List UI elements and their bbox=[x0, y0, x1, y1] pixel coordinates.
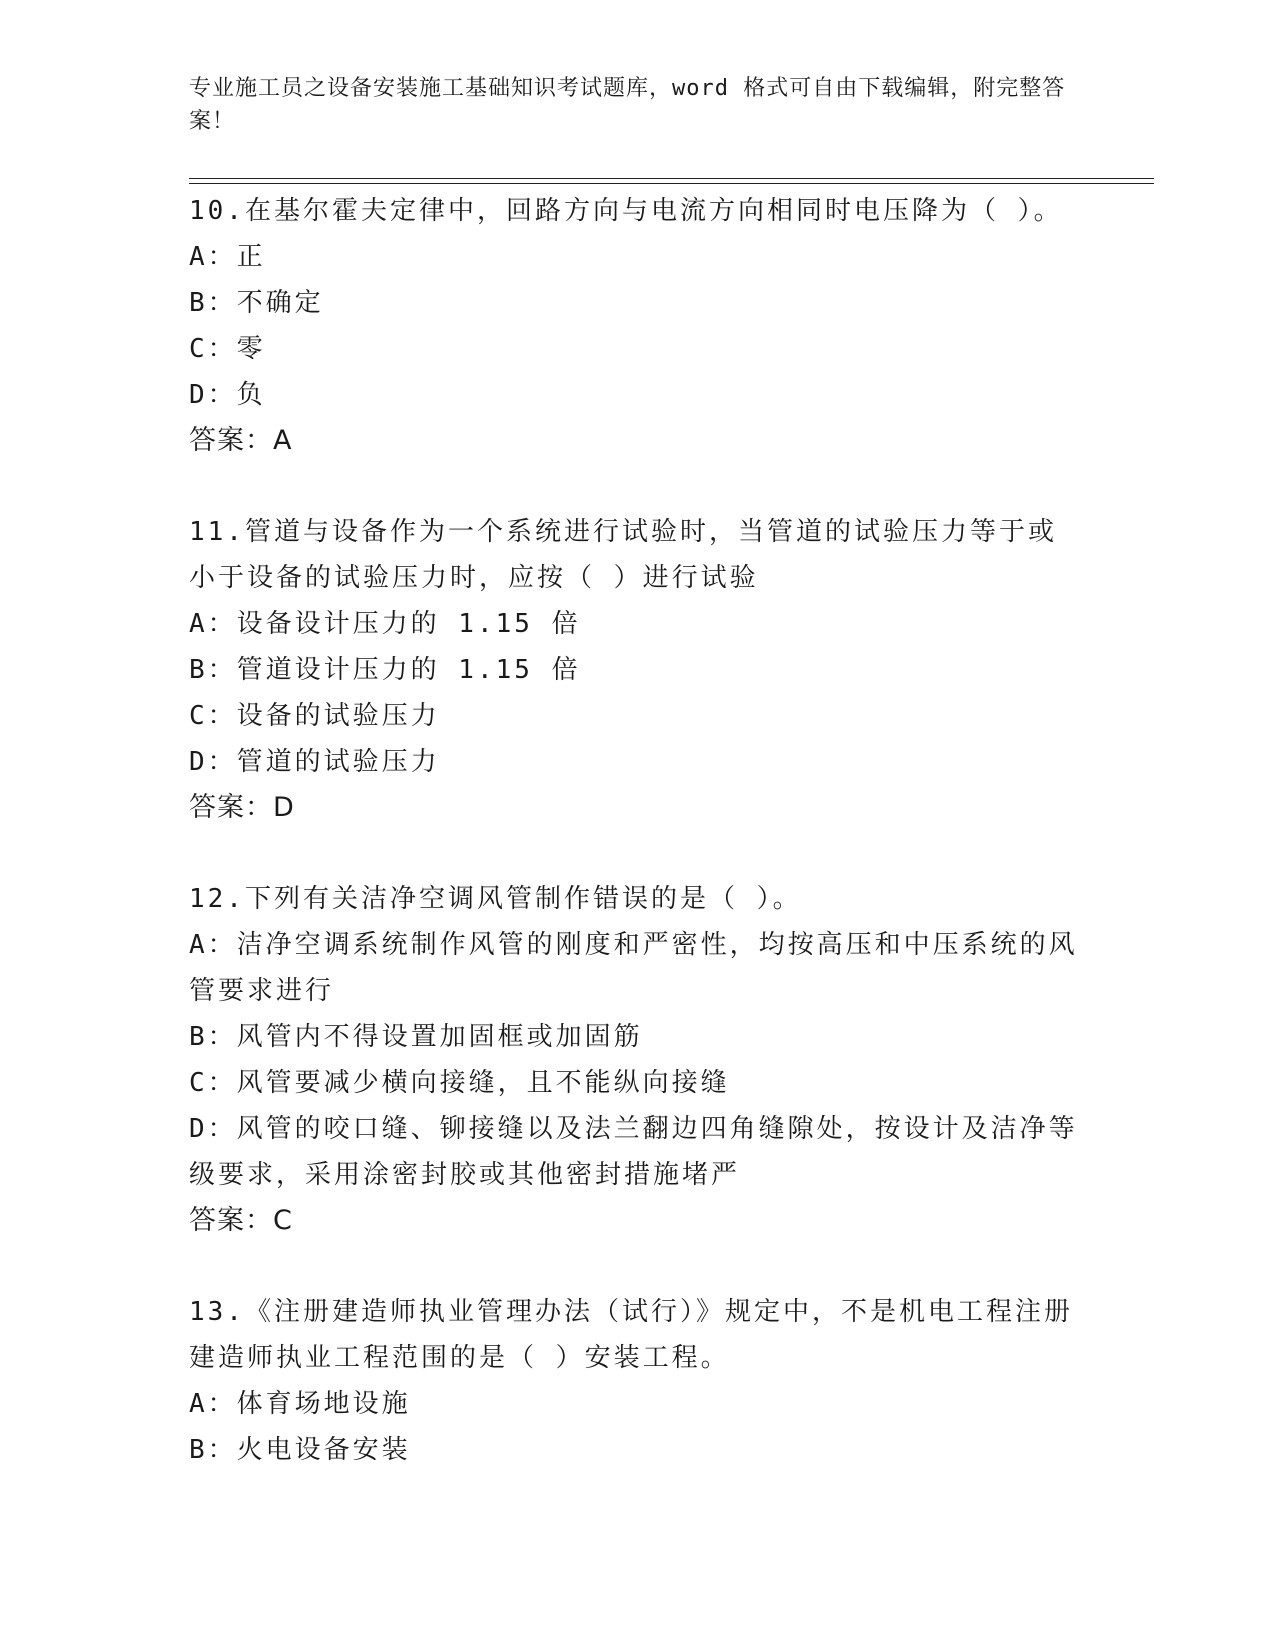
question-text: 11.管道与设备作为一个系统进行试验时，当管道的试验压力等于或小于设备的试验压力时，应按（ ）进行试验 bbox=[189, 517, 1057, 593]
question-text: 10.在基尔霍夫定律中，回路方向与电流方向相同时电压降为（ ）。 bbox=[189, 196, 1063, 226]
option-b: B：火电设备安装 bbox=[189, 1435, 411, 1465]
option-a: A：体育场地设施 bbox=[189, 1389, 411, 1419]
option-b: B：风管内不得设置加固框或加固筋 bbox=[189, 1022, 643, 1052]
question-list bbox=[189, 188, 1079, 1518]
option-d: D：负 bbox=[189, 380, 266, 410]
option-d: D：风管的咬口缝、铆接缝以及法兰翻边四角缝隙处，按设计及洁净等级要求，采用涂密封胶或其他密封措施堵严 bbox=[189, 1114, 1078, 1190]
document-header: 专业施工员之设备安装施工基础知识考试题库，word 格式可自由下载编辑，附完整答案！ bbox=[189, 76, 1066, 134]
question-text: 13.《注册建造师执业管理办法（试行）》规定中，不是机电工程注册建造师执业工程范围的是（ ）安装工程。 bbox=[189, 1297, 1073, 1373]
header-divider bbox=[189, 178, 1154, 179]
question-12 bbox=[189, 876, 1079, 1244]
option-b: B：不确定 bbox=[189, 288, 324, 318]
option-c: C：零 bbox=[189, 334, 266, 364]
option-c: C：风管要减少横向接缝，且不能纵向接缝 bbox=[189, 1068, 730, 1098]
question-11 bbox=[189, 509, 1079, 831]
question-text: 12.下列有关洁净空调风管制作错误的是（ ）。 bbox=[189, 884, 802, 914]
question-13 bbox=[189, 1289, 1079, 1473]
option-a: A：正 bbox=[189, 242, 266, 272]
option-c: C：设备的试验压力 bbox=[189, 701, 440, 731]
question-10 bbox=[189, 188, 1079, 464]
answer-text: 答案：A bbox=[189, 425, 293, 456]
answer-text: 答案：D bbox=[189, 792, 295, 823]
option-d: D：管道的试验压力 bbox=[189, 747, 440, 777]
option-a: A：洁净空调系统制作风管的刚度和严密性，均按高压和中压系统的风管要求进行 bbox=[189, 930, 1078, 1006]
option-b: B：管道设计压力的 1.15 倍 bbox=[189, 655, 581, 685]
header-divider bbox=[189, 183, 1154, 184]
option-a: A：设备设计压力的 1.15 倍 bbox=[189, 609, 581, 639]
answer-text: 答案：C bbox=[189, 1205, 293, 1236]
